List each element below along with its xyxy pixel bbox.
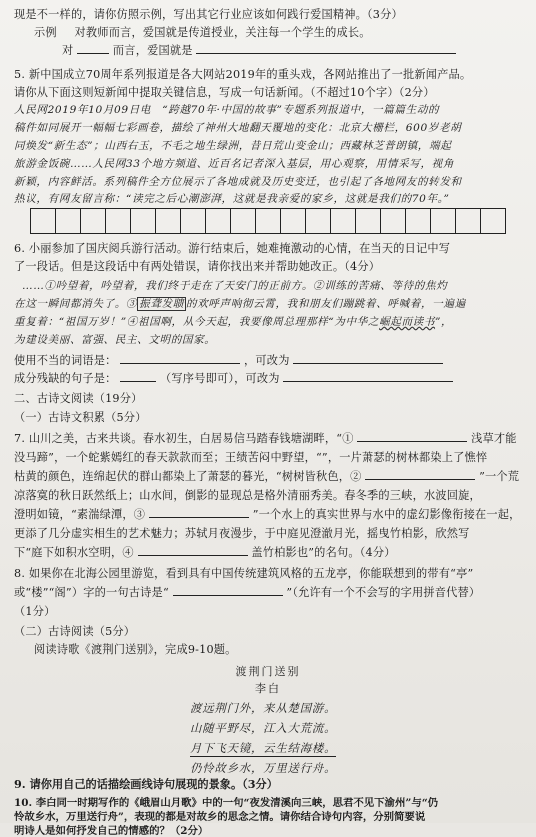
q7-blank-4[interactable] xyxy=(138,555,248,556)
q6-para-2 xyxy=(14,296,536,311)
answer-box[interactable] xyxy=(230,208,256,234)
q6-line2: 了一段话。但是这段话中有两处错误，请你找出来并帮助她改正。（4分） xyxy=(14,260,381,273)
q6-fill-hint: （写序号即可），可改为 xyxy=(160,372,280,385)
q6-rewrite-blank[interactable] xyxy=(283,381,453,382)
q8-line1: 8. 如果你在北海公园里游览，看到具有中国传统建筑风格的五龙亭，你能联想到的带有“亭” xyxy=(14,567,474,580)
q7-line1a: 7. 山川之美，古来共谈。春水初生，白居易信马踏春钱塘湖畔，“① xyxy=(14,432,354,445)
q7-line7b: 盖竹柏影也”的名句。（4分） xyxy=(251,546,396,559)
section-2-title: 二、古诗文阅读（19分） xyxy=(14,392,143,405)
q7-line3 xyxy=(14,468,536,484)
answer-box[interactable] xyxy=(180,208,206,234)
q7-blank-1[interactable] xyxy=(357,441,467,442)
q10-line1: 10. 李白同一时期写作的《峨眉山月歌》中的一句“夜发清溪向三峡，思君不见下渝州”与“仍 xyxy=(14,797,439,809)
q7-line4: 凉落寞的秋日跃然纸上；山水间，倒影的显现总是格外清丽秀美。春冬季的三峡，水波回旋， xyxy=(14,489,481,502)
q5-news-5: 新颖，内容鲜活。系列稿件全方位展示了各地成就及历史变迁，也引起了各地网友的转发和 xyxy=(14,176,462,188)
q5-news-1: 人民网2019年10月09日电 “跨越70年·中国的故事”专题系列报道中，一篇篇生动的 xyxy=(14,104,440,116)
poem-author: 李白 xyxy=(255,682,281,695)
q5-news-4: 旅游金饭碗……人民网33个地方频道、近百名记者深入基层，用心观察，用情采写，视角 xyxy=(14,158,455,170)
answer-box[interactable] xyxy=(105,208,131,234)
q7-line2b: ”，一片萧瑟的树林都染上了憔悴 xyxy=(321,451,488,464)
section-2b-intro: 阅读诗歌《渡荆门送别》，完成9-10题。 xyxy=(34,643,237,656)
answer-box[interactable] xyxy=(405,208,431,234)
q9-question: 9. 请你用自己的话描绘画线诗句展现的景象。（3分） xyxy=(14,777,278,791)
answer-box[interactable] xyxy=(255,208,281,234)
q10-line2: 怜故乡水，万里送行舟”，表现的都是对故乡的思念之情。请你结合诗句内容，分别简要说 xyxy=(14,811,426,823)
q6-para-2b: 的欢呼声响彻云霄，我和朋友们蹦跳着、呼喊着，一遍遍 xyxy=(185,298,466,310)
q6-use-wrong-label: 使用不当的词语是： xyxy=(14,354,117,367)
q5-news-2: 稿件如同展开一幅幅七彩画卷，描绘了神州大地翻天覆地的变化：北京大栅栏，600岁老胡 xyxy=(14,122,462,134)
q6-para-2a: 在这一瞬间都消失了。③ xyxy=(14,298,138,310)
q6-change-to-label: ，可改为 xyxy=(244,354,290,367)
answer-box[interactable] xyxy=(80,208,106,234)
q7-line7a: 下“庭下如积水空明，④ xyxy=(14,546,134,559)
answer-box[interactable] xyxy=(55,208,81,234)
q6-para-1: ……①吟望着，吟望着，我们终于走在了天安门的正前方。②训练的苦痛、等待的焦灼 xyxy=(22,280,448,292)
answer-box[interactable] xyxy=(455,208,481,234)
q10-line3: 明诗人是如何抒发自己的情感的？（2分） xyxy=(14,825,209,837)
poem-line-2: 山随平野尽，江入大荒流。 xyxy=(190,721,337,735)
answer-box[interactable] xyxy=(305,208,331,234)
q8-line2a: 或“楼”“阁”）字的一句古诗是“ xyxy=(14,586,169,599)
poem-line-4: 仍怜故乡水，万里送行舟。 xyxy=(190,761,337,775)
q7-line5 xyxy=(14,506,536,522)
q4-answer-line xyxy=(62,42,536,58)
answer-box[interactable] xyxy=(380,208,406,234)
q6-wrong-sentence-line xyxy=(14,370,536,386)
q6-use-wrong-blank[interactable] xyxy=(120,363,240,364)
q8-line3: （1分） xyxy=(14,605,56,618)
section-2-sub1: （一）古诗文积累（5分） xyxy=(14,411,147,424)
q6-line1: 6. 小丽参加了国庆阅兵游行活动。游行结束后，她难掩激动的心情，在当天的日记中写 xyxy=(14,242,451,255)
q7-line7 xyxy=(14,544,536,560)
poem-line-3-underlined: 月下飞天镜，云生结海楼。 xyxy=(190,741,337,755)
poem-line-1: 渡远荆门外，来从楚国游。 xyxy=(190,701,337,715)
q5-news-6: 热议，有网友留言称：“读完之后心潮澎湃，这就是我亲爱的家乡，这就是我们的70年。” xyxy=(14,193,450,205)
section-2b-title: （二）古诗阅读（5分） xyxy=(14,625,136,638)
q6-boxed-word: 振聋发聩 xyxy=(139,298,184,310)
q8-blank[interactable] xyxy=(173,595,283,596)
q4-answer-label: 对 xyxy=(62,44,74,57)
answer-box[interactable] xyxy=(330,208,356,234)
q4-example-label: 示例 xyxy=(34,26,57,39)
q5-line2: 请你从下面这则短新闻中提取关键信息，写成一句话新闻。（不超过10个字）（2分） xyxy=(14,86,435,99)
q6-wavy-phrase: 崛起而读书 xyxy=(379,316,436,328)
q7-line2 xyxy=(14,449,536,465)
q8-line2 xyxy=(14,584,536,600)
q8-line2b: ”（允许有一个不会写的字用拼音代替） xyxy=(286,586,481,599)
q6-para-3 xyxy=(14,314,536,329)
q7-blank-3[interactable] xyxy=(149,517,249,518)
answer-box[interactable] xyxy=(480,208,506,234)
answer-box[interactable] xyxy=(30,208,56,234)
q6-para-3b: ”， xyxy=(435,316,453,328)
q4-example xyxy=(34,24,536,40)
q6-para-4: 为建设美丽、富强、民主、文明的国家。 xyxy=(14,334,216,346)
answer-box[interactable] xyxy=(155,208,181,234)
q4-blank-2[interactable] xyxy=(196,53,456,54)
q7-line2a: 没马蹄”，一个蛇紫嫣红的春天款款而至；王绩苦闷中野望，“ xyxy=(14,451,322,464)
q5-answer-boxes[interactable] xyxy=(30,208,505,234)
q6-change-to-blank[interactable] xyxy=(293,363,443,364)
q7-line1b: 浅草才能 xyxy=(471,432,517,445)
q7-blank-2[interactable] xyxy=(365,479,475,480)
poem-title: 渡荆门送别 xyxy=(235,665,301,678)
q4-instruction: 现是不一样的，请你仿照示例，写出其它行业应该如何践行爱国精神。（3分） xyxy=(14,8,403,21)
answer-box[interactable] xyxy=(430,208,456,234)
q7-line5a: 澄明如镜，“素湍绿潭，③ xyxy=(14,508,146,521)
answer-box[interactable] xyxy=(280,208,306,234)
q7-line1 xyxy=(14,430,536,446)
q4-example-text: 对教师而言，爱国就是传道授业，关注每一个学生的成长。 xyxy=(74,26,371,39)
q7-line5b: ”一个水上的真实世界与水中的虚幻影像衔接在一起， xyxy=(252,508,521,521)
q7-line3a: 枯黄的颜色，连绵起伏的群山都染上了萧瑟的暮光，“树树皆秋色，② xyxy=(14,470,362,483)
answer-box[interactable] xyxy=(130,208,156,234)
q4-answer-text: 而言，爱国就是 xyxy=(112,44,193,57)
q6-para-3a: 重复着：“祖国万岁！”④祖国啊，从今天起，我要像周总理那样“为中华之 xyxy=(14,316,380,328)
q6-sentence-number-blank[interactable] xyxy=(120,381,156,382)
q4-blank-1[interactable] xyxy=(77,53,109,54)
answer-box[interactable] xyxy=(205,208,231,234)
q6-wrong-sentence-label: 成分残缺的句子是： xyxy=(14,372,117,385)
q5-news-3: 同焕发“新生态”；山西右玉，不毛之地生绿洲，昔日荒山变金山；西藏林芝普朗镇，端起 xyxy=(14,140,452,152)
answer-box[interactable] xyxy=(355,208,381,234)
q6-use-wrong-line xyxy=(14,352,536,368)
q7-line6: 更添了几分虚实相生的艺术魅力；苏轼月夜漫步，于中庭见澄澈月光，摇曳竹柏影，欣然写 xyxy=(14,527,470,540)
q5-line1: 5. 新中国成立70周年系列报道是各大网站2019年的重头戏，各网站推出了一批新闻产品。 xyxy=(14,68,472,81)
q7-line3b: ”一个荒 xyxy=(479,470,520,483)
